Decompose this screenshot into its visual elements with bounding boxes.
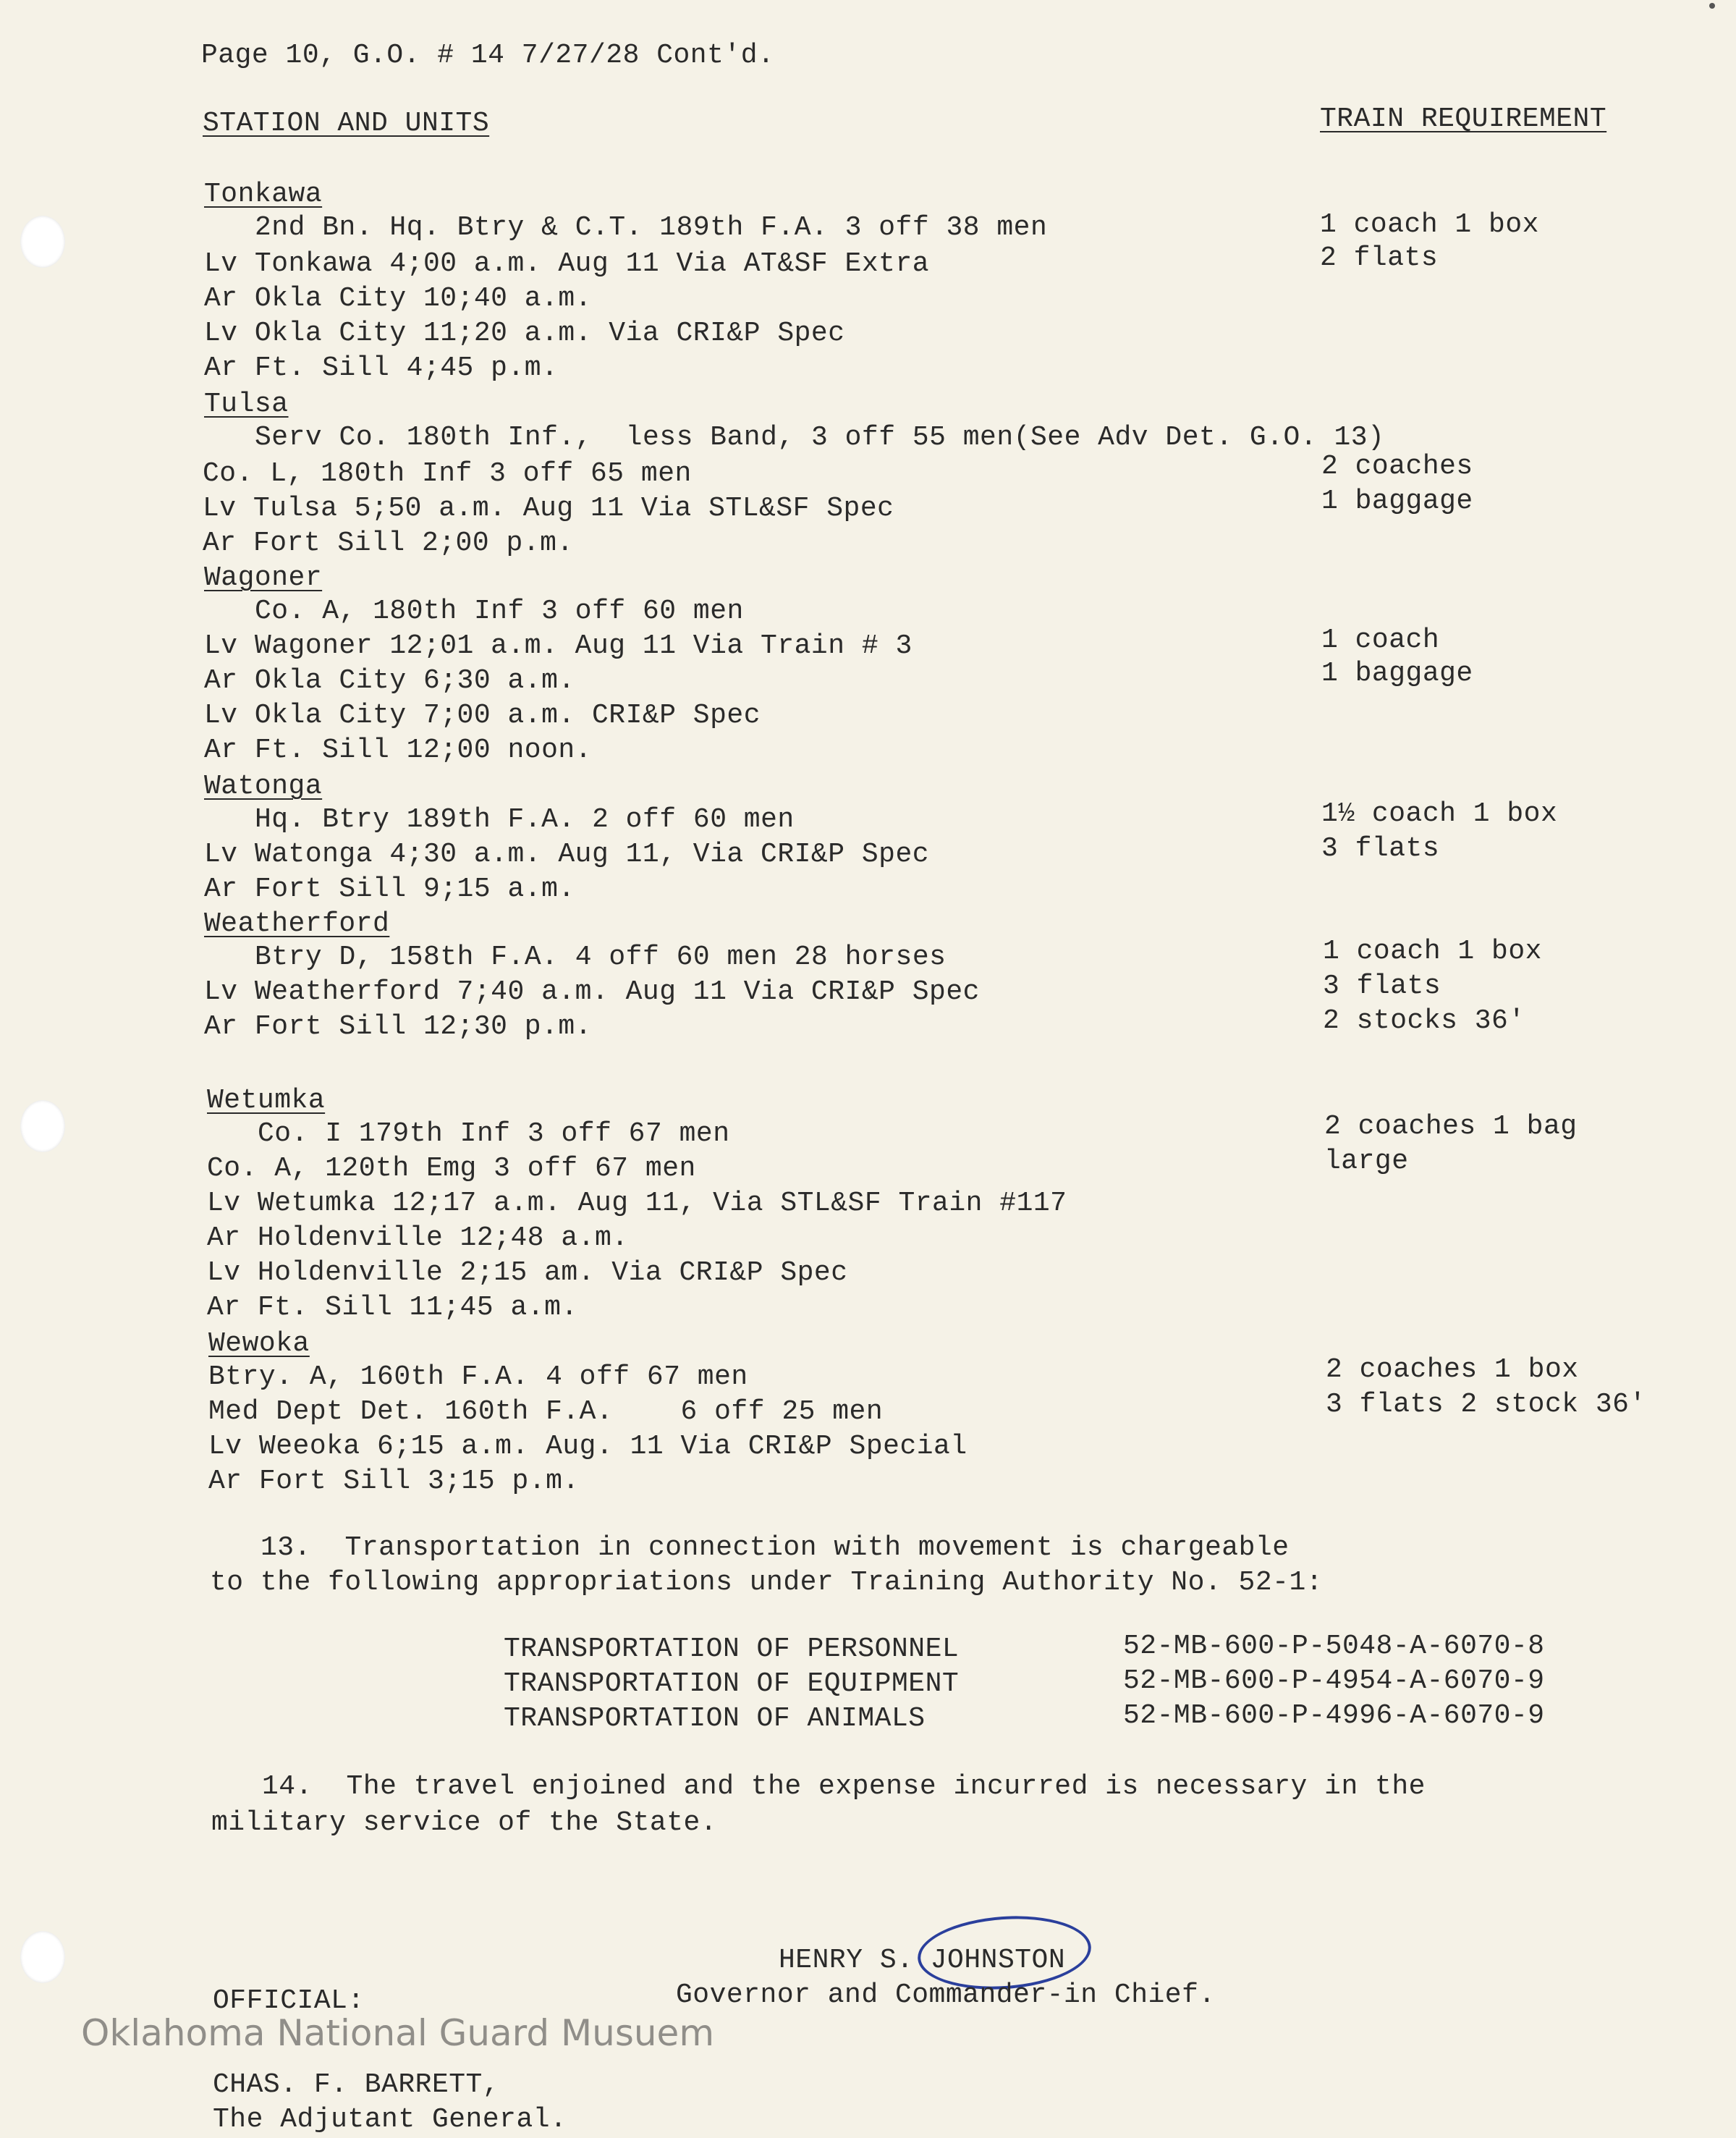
adjutant-name: CHAS. F. BARRETT,: [213, 2069, 500, 2100]
station-line: Lv Holdenville 2;15 am. Via CRI&P Spec: [207, 1257, 848, 1288]
station-line: Ar Fort Sill 12;30 p.m.: [204, 1011, 592, 1042]
train-requirement: 1 baggage: [1321, 658, 1473, 689]
appropriation-label: TRANSPORTATION OF EQUIPMENT: [504, 1668, 960, 1699]
train-requirement: 1 coach 1 box: [1323, 936, 1542, 967]
station-line: Ar Fort Sill 3;15 p.m.: [208, 1466, 580, 1497]
station-line: 2nd Bn. Hq. Btry & C.T. 189th F.A. 3 off 38 men: [255, 212, 1048, 243]
column-heading-train: TRAIN REQUIREMENT: [1320, 103, 1607, 135]
punch-hole-bottom: [20, 1931, 65, 1983]
station-name: Weatherford: [204, 908, 390, 939]
museum-watermark: Oklahoma National Guard Musuem: [81, 2012, 715, 2054]
train-requirement: large: [1324, 1146, 1409, 1177]
train-requirement: 3 flats 2 stock 36': [1326, 1389, 1646, 1420]
station-line: Ar Fort Sill 2;00 p.m.: [203, 528, 574, 559]
station-line: Ar Ft. Sill 4;45 p.m.: [204, 352, 559, 384]
official-label: OFFICIAL:: [213, 1985, 365, 2016]
station-line: Co. A, 120th Emg 3 off 67 men: [207, 1153, 696, 1184]
appropriation-code: 52-MB-600-P-5048-A-6070-8: [1123, 1631, 1545, 1662]
page-header: Page 10, G.O. # 14 7/27/28 Cont'd.: [201, 40, 775, 71]
station-line: Btry D, 158th F.A. 4 off 60 men 28 horses: [255, 942, 947, 973]
train-requirement: 2 flats: [1320, 242, 1439, 274]
station-line: Ar Okla City 10;40 a.m.: [204, 283, 592, 314]
adjutant-title: The Adjutant General.: [213, 2104, 567, 2135]
column-heading-station: STATION AND UNITS: [203, 108, 490, 139]
paragraph-line: 14. The travel enjoined and the expense incurred is necessary in the: [262, 1771, 1426, 1802]
corner-mark: [1709, 3, 1715, 9]
appropriation-code: 52-MB-600-P-4996-A-6070-9: [1123, 1700, 1545, 1731]
station-line: Ar Ft. Sill 12;00 noon.: [204, 735, 592, 766]
station-line: Lv Weatherford 7;40 a.m. Aug 11 Via CRI&P Spec: [204, 976, 980, 1007]
paragraph-line: military service of the State.: [211, 1807, 718, 1838]
train-requirement: 2 coaches 1 bag: [1324, 1111, 1578, 1142]
station-line: Serv Co. 180th Inf., less Band, 3 off 55 men(See Adv Det. G.O. 13): [255, 422, 1385, 453]
station-name: Wetumka: [207, 1085, 326, 1116]
station-line: Ar Ft. Sill 11;45 a.m.: [207, 1292, 578, 1323]
station-line: Lv Wetumka 12;17 a.m. Aug 11, Via STL&SF Train #117: [207, 1188, 1067, 1219]
train-requirement: 2 coaches 1 box: [1326, 1354, 1579, 1385]
station-name: Tulsa: [204, 389, 289, 420]
train-requirement: 1 coach 1 box: [1320, 209, 1539, 240]
train-requirement: 3 flats: [1323, 971, 1441, 1002]
station-line: Ar Fort Sill 9;15 a.m.: [204, 874, 575, 905]
appropriation-code: 52-MB-600-P-4954-A-6070-9: [1123, 1665, 1545, 1697]
station-line: Lv Tonkawa 4;00 a.m. Aug 11 Via AT&SF Extra: [204, 248, 930, 279]
train-requirement: 1 coach: [1321, 625, 1440, 656]
station-line: Ar Holdenville 12;48 a.m.: [207, 1222, 629, 1254]
station-name: Watonga: [204, 771, 323, 802]
appropriation-label: TRANSPORTATION OF PERSONNEL: [504, 1634, 960, 1665]
station-line: Lv Okla City 7;00 a.m. CRI&P Spec: [204, 700, 761, 731]
paragraph-line: 13. Transportation in connection with movement is chargeable: [261, 1532, 1290, 1563]
train-requirement: 1 baggage: [1321, 486, 1473, 517]
appropriation-label: TRANSPORTATION OF ANIMALS: [504, 1703, 926, 1734]
station-line: Co. L, 180th Inf 3 off 65 men: [203, 458, 692, 489]
station-line: Ar Okla City 6;30 a.m.: [204, 665, 575, 696]
station-line: Co. I 179th Inf 3 off 67 men: [258, 1118, 730, 1149]
station-line: Lv Wagoner 12;01 a.m. Aug 11 Via Train # 3: [204, 630, 913, 662]
station-line: Lv Okla City 11;20 a.m. Via CRI&P Spec: [204, 318, 845, 349]
station-line: Btry. A, 160th F.A. 4 off 67 men: [208, 1361, 748, 1393]
station-line: Lv Weeoka 6;15 a.m. Aug. 11 Via CRI&P Special: [208, 1431, 967, 1462]
station-name: Wewoka: [208, 1328, 310, 1359]
punch-hole-middle: [20, 1100, 65, 1152]
station-line: Med Dept Det. 160th F.A. 6 off 25 men: [208, 1396, 884, 1427]
punch-hole-top: [20, 216, 65, 268]
paragraph-line: to the following appropriations under Training Authority No. 52-1:: [210, 1567, 1324, 1598]
station-line: Lv Tulsa 5;50 a.m. Aug 11 Via STL&SF Spec: [203, 493, 894, 524]
station-name: Tonkawa: [204, 179, 323, 210]
station-line: Co. A, 180th Inf 3 off 60 men: [255, 596, 744, 627]
signatory-name: HENRY S. JOHNSTON: [779, 1945, 1066, 1976]
train-requirement: 2 stocks 36': [1323, 1005, 1525, 1036]
train-requirement: 1½ coach 1 box: [1321, 798, 1558, 829]
signatory-title: Governor and Commander-in Chief.: [676, 1979, 1216, 2011]
station-line: Lv Watonga 4;30 a.m. Aug 11, Via CRI&P Spec: [204, 839, 930, 870]
station-name: Wagoner: [204, 562, 323, 593]
train-requirement: 3 flats: [1321, 833, 1440, 864]
station-line: Hq. Btry 189th F.A. 2 off 60 men: [255, 804, 795, 835]
train-requirement: 2 coaches: [1321, 451, 1473, 482]
